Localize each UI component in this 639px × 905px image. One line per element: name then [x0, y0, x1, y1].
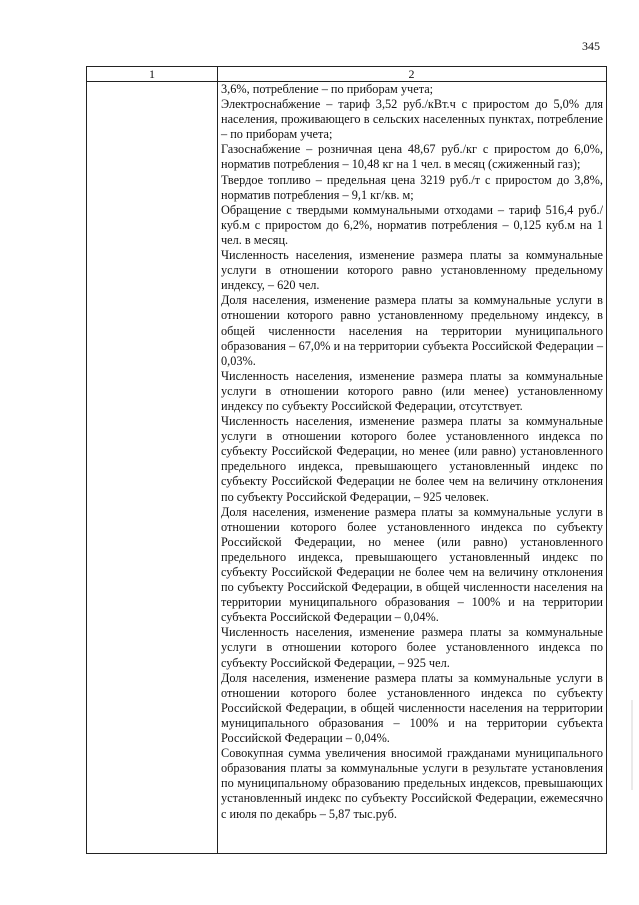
paragraph: Твердое топливо – предельная цена 3219 руб./т с приростом до 3,8%, норматив потребления – 9,1 кг/кв. м; — [221, 172, 603, 202]
page-number: 345 — [582, 39, 600, 53]
paragraph: 3,6%, потребление – по приборам учета; — [221, 82, 434, 96]
paragraph: Численность населения, изменение размера платы за коммунальные услуги в отношении которого равно установленному предельному индексу, – 620 чел. — [221, 248, 603, 293]
paragraph: Доля населения, изменение размера платы за коммунальные услуги в отношении которого более установленного индекса по субъекту Российской Федерации, но менее (или равно) установленного предельного индекса, превышающего установленный индекс по субъекту Российской Федерации не более чем на величину отклонения по субъекту Российской Федерации, в общей численности населения на территории муниципального образования – 100% и на территории субъекта Российской Федерации – 0,04%. — [221, 504, 603, 625]
table-header-row — [87, 67, 606, 82]
paragraph: Численность населения, изменение размера платы за коммунальные услуги в отношении которого равно (или менее) установленному индексу по субъекту Российской Федерации, отсутствует. — [221, 368, 603, 413]
scan-edge-mark — [631, 700, 633, 790]
paragraph: Численность населения, изменение размера платы за коммунальные услуги в отношении которого более установленного индекса по субъекту Российской Федерации, но менее (или равно) установленного предельного индекса, превышающего установленный индекс по субъекту Российской Федерации не более чем на величину отклонения по субъекту Российской Федерации, – 925 человек. — [221, 414, 603, 504]
document-table — [86, 66, 607, 854]
paragraph: Совокупная сумма увеличения вносимой гражданами муниципального образования платы за коммунальные услуги в результате установления по муниципальному образованию предельных индексов, превышающих установленный индекс по субъекту Российской Федерации, ежемесячно с июля по декабрь – 5,87 тыс.руб. — [221, 746, 603, 821]
paragraph: Газоснабжение – розничная цена 48,67 руб./кг с приростом до 6,0%, норматив потребления – 10,48 кг на 1 чел. в месяц (сжиженный газ); — [221, 142, 603, 172]
table-cell-content — [221, 82, 603, 822]
column-header-2: 2 — [408, 67, 415, 81]
column-divider — [217, 67, 218, 853]
paragraph: Численность населения, изменение размера платы за коммунальные услуги в отношении которого более установленного индекса по субъекту Российской Федерации, – 925 чел. — [221, 625, 603, 670]
column-header-1: 1 — [149, 67, 155, 81]
paragraph: Доля населения, изменение размера платы за коммунальные услуги в отношении которого более установленного индекса по субъекту Российской Федерации, в общей численности населения на территории муниципального образования – 100% и на территории субъекта Российской Федерации – 0,04%. — [221, 670, 603, 746]
paragraph: Электроснабжение – тариф 3,52 руб./кВт.ч с приростом до 5,0% для населения, проживающего в сельских населенных пунктах, потребление – по приборам учета; — [221, 97, 603, 142]
paragraph: Обращение с твердыми коммунальными отходами – тариф 516,4 руб./куб.м с приростом до 6,2%, норматив потребления – 0,125 куб.м на 1 чел. в месяц. — [221, 202, 603, 247]
paragraph: Доля населения, изменение размера платы за коммунальные услуги в отношении которого равно установленному предельному индексу, в общей численности населения на территории муниципального образования – 67,0% и на территории субъекта Российской Федерации – 0,03%. — [221, 293, 603, 368]
